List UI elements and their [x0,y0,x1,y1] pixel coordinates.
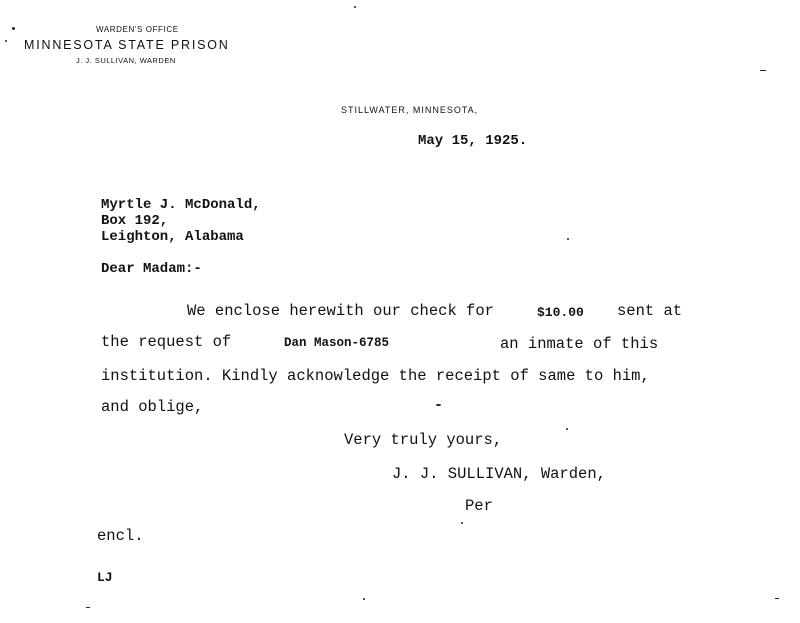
per-line: Per [465,497,493,515]
body-line-2a: the request of [101,333,232,351]
scan-speck [566,428,568,430]
recipient-name: Myrtle J. McDonald, [101,197,261,213]
scan-speck [12,27,15,30]
letterhead-warden: J. J. SULLIVAN, WARDEN [76,56,176,65]
salutation: Dear Madam:- [101,261,202,277]
body-line-1a: We enclose herewith our check for [187,302,494,320]
typist-initials: LJ [97,570,113,585]
letterhead-institution: MINNESOTA STATE PRISON [24,38,230,52]
body-line-2b: an inmate of this [500,335,659,353]
scan-speck [354,6,356,8]
body-line-4: and oblige, [101,398,204,416]
letter-date: May 15, 1925. [418,133,528,149]
recipient-box: Box 192, [101,213,169,229]
check-amount: $10.00 [537,305,584,320]
signature: J. J. SULLIVAN, Warden, [392,465,606,483]
body-line-1b: sent at [617,302,683,320]
scan-speck [363,598,365,600]
enclosure-note: encl. [97,527,144,545]
scan-speck [86,607,90,608]
body-line-3: institution. Kindly acknowledge the receipt of same to him, [101,367,650,385]
recipient-city: Leighton, Alabama [101,229,244,245]
closing: Very truly yours, [344,431,503,449]
inmate-name: Dan Mason-6785 [284,336,390,350]
scan-speck [436,404,441,406]
letterhead-office: WARDEN'S OFFICE [96,25,179,34]
scan-speck [760,70,766,71]
scan-speck [461,522,463,524]
scan-speck [5,40,7,42]
scan-speck [775,598,779,599]
letter-place: STILLWATER, MINNESOTA, [341,105,479,115]
scan-speck [567,238,569,240]
